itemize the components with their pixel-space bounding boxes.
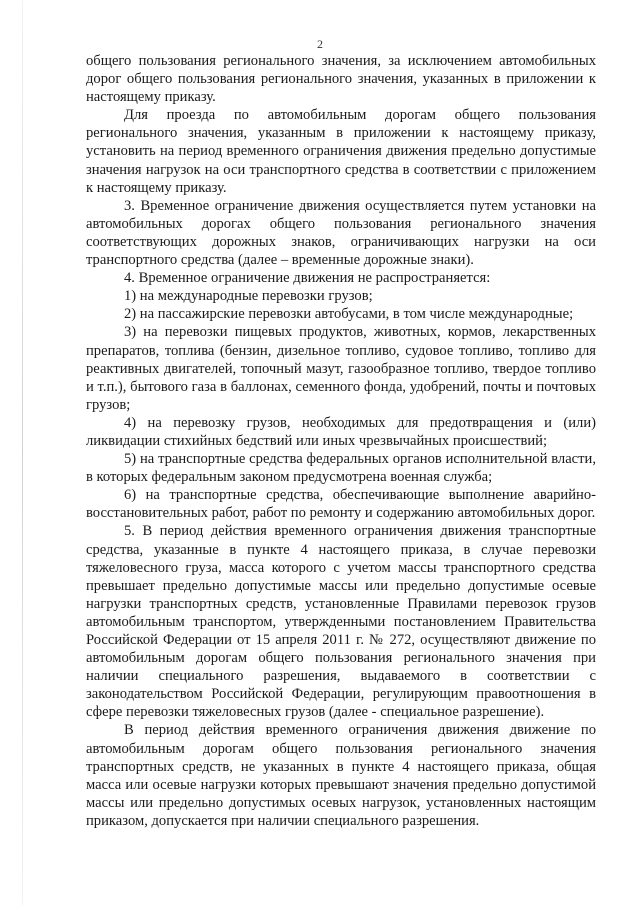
exception-item-3: 3) на перевозки пищевых продуктов, животных, кормов, лекарственных препаратов, топлива (бензин, дизельное топливо, судовое топливо, топливо для реактивных двигателей, топочный мазут, газообразное топливо, твердое топливо и т.п.), бытового газа в баллонах, семенного фонда, удобрений, почты и почтовых грузов; [86,324,596,413]
exception-item-2: 2) на пассажирские перевозки автобусами, в том числе международные; [124,306,574,323]
page-number: 2 [317,37,323,51]
paragraph-axle-load-limits: Для проезда по автомобильным дорогам общего пользования регионального значения, указанным в приложении к настоящему приказу, установить на период временного ограничения движения предельно допустимые значения нагрузок на оси транспортного средства в соответствии с приложением к настоящему приказу. [86,107,596,196]
paragraph-continuation: общего пользования регионального значения, за исключением автомобильных дорог общего пользования регионального значения, указанных в приложении к настоящему приказу. [86,53,596,106]
exception-item-1: 1) на международные перевозки грузов; [124,288,373,305]
scan-margin-line [22,0,23,905]
paragraph-special-permit: В период действия временного ограничения движения движение по автомобильным дорогам общего пользования регионального значения транспортных средств, не указанных в пункте 4 настоящего приказа, общая масса или осевые нагрузки которых превышают значения предельно допустимой массы или предельно допустимых осевых нагрузок, установленных настоящим приказом, допускается при наличии специального разрешения. [86,722,596,829]
document-body [86,52,596,830]
paragraph-5-heavy-cargo: 5. В период действия временного ограничения движения транспортные средства, указанные в пункте 4 настоящего приказа, в случае перевозки тяжеловесного груза, масса которого с учетом массы транспортного средства превышает предельно допустимые массы или предельно допустимые осевые нагрузки транспортных средств, установленные Правилами перевозок грузов автомобильным транспортом, утвержденными постановлением Правительства Российской Федерации от 15 апреля 2011 г. № 272, осуществляют движение по автомобильным дорогам общего пользования регионального значения при наличии специального разрешения, выдаваемого в соответствии с законодательством Российской Федерации, регулирующим правоотношения в сфере перевозки тяжеловесных грузов (далее - специальное разрешение). [86,523,596,721]
exception-item-5: 5) на транспортные средства федеральных органов исполнительной власти, в которых федеральным законом предусмотрена военная служба; [86,451,596,486]
paragraph-4-exceptions: 4. Временное ограничение движения не распространяется: [124,270,491,287]
exception-item-6: 6) на транспортные средства, обеспечивающие выполнение аварийно-восстановительных работ, работ по ремонту и содержанию автомобильных дорог. [86,487,596,522]
exception-item-4: 4) на перевозку грузов, необходимых для предотвращения и (или) ликвидации стихийных бедствий или иных чрезвычайных происшествий; [86,414,596,449]
paragraph-3-road-signs: 3. Временное ограничение движения осуществляется путем установки на автомобильных дорогах общего пользования регионального значения соответствующих дорожных знаков, ограничивающих нагрузки на оси транспортного средства (далее – временные дорожные знаки). [86,197,596,269]
